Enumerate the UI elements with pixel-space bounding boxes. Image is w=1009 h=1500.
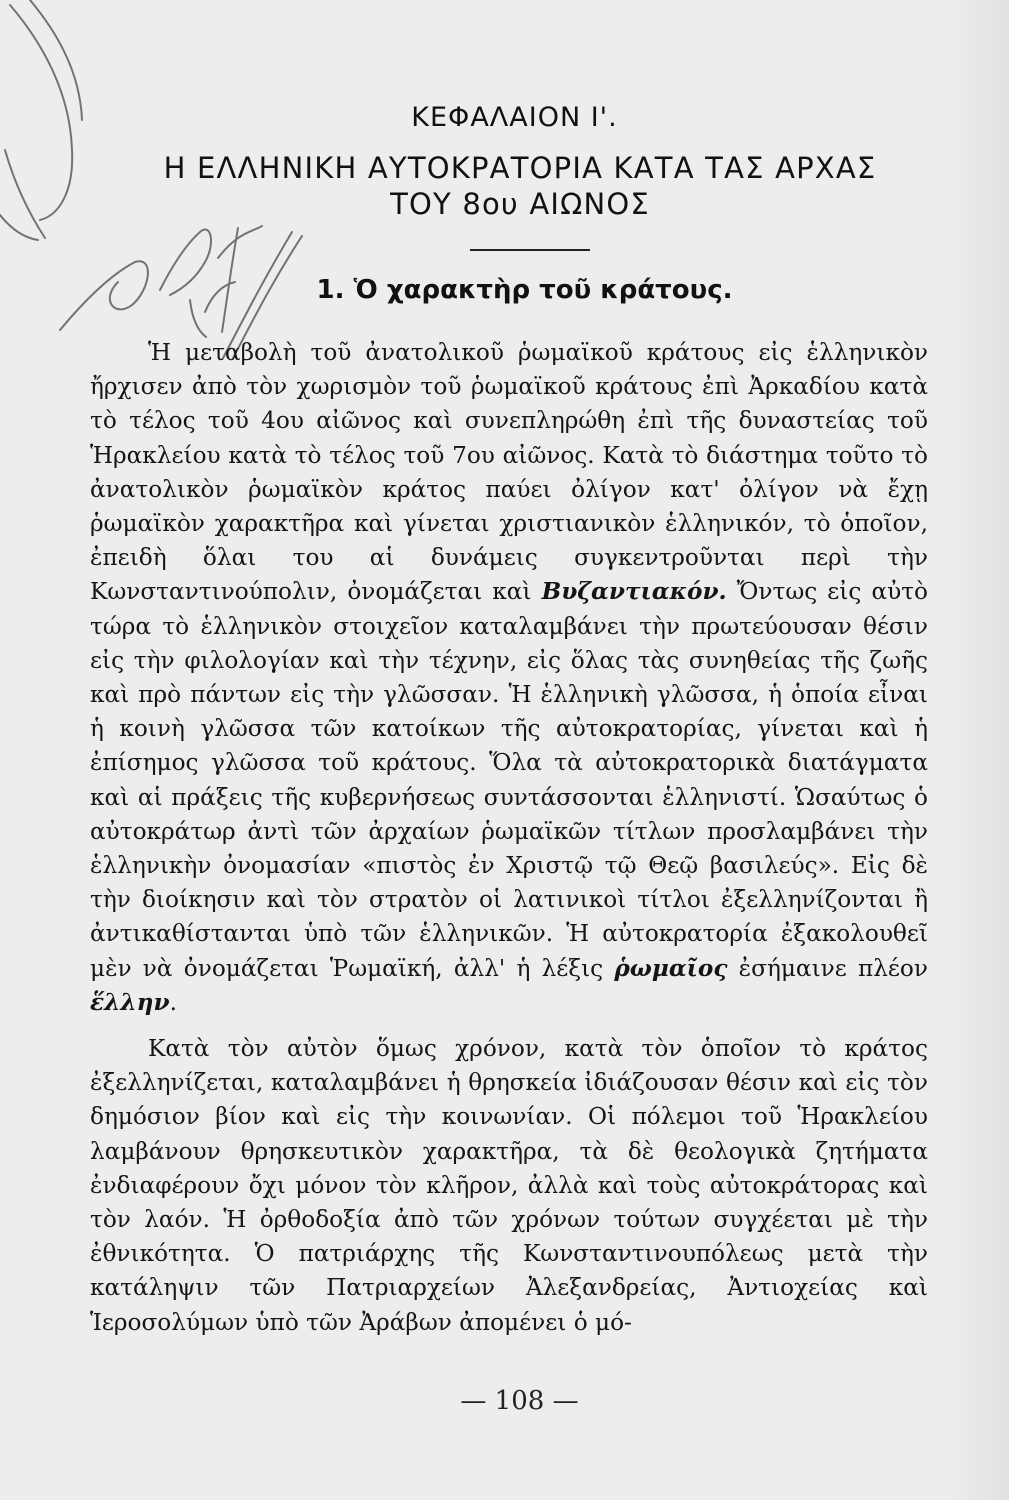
- page-edge-shadow: [949, 0, 1009, 1500]
- paragraph-1-part-d: .: [169, 988, 177, 1016]
- chapter-title-line-1: Η ΕΛΛΗΝΙΚΗ ΑΥΤΟΚΡΑΤΟΡΙΑ ΚΑΤΑ ΤΑΣ ΑΡΧΑΣ: [163, 151, 877, 185]
- emphasis-byzantiakon: Βυζαντιακόν.: [541, 578, 727, 606]
- section-heading: 1. Ὁ χαρακτὴρ τοῦ κράτους.: [316, 275, 733, 305]
- chapter-title-line-2: ΤΟΥ 8ου ΑΙΩΝΟΣ: [390, 187, 650, 221]
- paragraph-1-part-b: Ὄντως εἰς αὐτὸ τώρα τὸ ἑλληνικὸν στοιχεῖον καταλαμβάνει τὴν πρωτεύουσαν θέσιν εἰς τὴν φιλολογίαν καὶ τὴν τέχνην, εἰς ὅλας τὰς συνηθείας τῆς ζωῆς καὶ πρὸ πάντων εἰς τὴν γλῶσσαν. Ἡ ἑλληνικὴ γλῶσσα, ἡ ὁποία εἶναι ἡ κοινὴ γλῶσσα τῶν κατοίκων τῆς αὐτοκρατορίας, γίνεται καὶ ἡ ἐπίσημος γλῶσσα τοῦ κράτους. Ὅλα τὰ αὐτοκρατορικὰ διατάγματα καὶ αἱ πράξεις τῆς κυβερνήσεως συντάσσονται ἑλληνιστί. Ὡσαύτως ὁ αὐτοκράτωρ ἀντὶ τῶν ἀρχαίων ῥωμαϊκῶν τίτλων προσλαμβάνει τὴν ἑλληνικὴν ὀνομασίαν «πιστὸς ἐν Χριστῷ τῷ Θεῷ βασιλεύς». Εἰς δὲ τὴν διοίκησιν καὶ τὸν στρατὸν οἱ λατινικοὶ τίτλοι ἐξελληνίζονται ἢ ἀντικαθίστανται ὑπὸ τῶν ἑλληνικῶν. Ἡ αὐτοκρατορία ἐξακολουθεῖ μὲν νὰ ὀνομάζεται Ῥωμαϊκή, ἀλλ' ἡ λέξις: [90, 578, 928, 982]
- emphasis-ellin: ἕλλην: [90, 988, 170, 1016]
- paragraph-1: [90, 336, 928, 1020]
- title-divider: [470, 249, 590, 251]
- paragraph-1-part-a: Ἡ μεταβολὴ τοῦ ἀνατολικοῦ ῥωμαϊκοῦ κράτους εἰς ἑλληνικὸν ἤρχισεν ἀπὸ τὸν χωρισμὸν τοῦ ῥωμαϊκοῦ κράτους ἐπὶ Ἀρκαδίου κατὰ τὸ τέλος τοῦ 4ου αἰῶνος καὶ συνεπληρώθη ἐπὶ τῆς δυναστείας τοῦ Ἡρακλείου κατὰ τὸ τέλος τοῦ 7ου αἰῶνος. Κατὰ τὸ διάστημα τοῦτο τὸ ἀνατολικὸν ῥωμαϊκὸν κράτος παύει ὀλίγον κατ' ὀλίγον νὰ ἔχῃ ῥωμαϊκὸν χαρακτῆρα καὶ γίνεται χριστιανικὸν ἑλληνικόν, τὸ ὁποῖον, ἐπειδὴ ὅλαι του αἱ δυνάμεις συγκεντροῦνται περὶ τὴν Κωνσταντινούπολιν, ὀνομάζεται καὶ: [90, 339, 928, 606]
- chapter-title: [100, 150, 940, 222]
- paragraph-2: Κατὰ τὸν αὐτὸν ὅμως χρόνον, κατὰ τὸν ὁποῖον τὸ κράτος ἐξελληνίζεται, καταλαμβάνει ἡ θρησκεία ἰδιάζουσαν θέσιν καὶ εἰς τὸν δημόσιον βίον καὶ εἰς τὴν κοινωνίαν. Οἱ πόλεμοι τοῦ Ἡρακλείου λαμβάνουν θρησκευτικὸν χαρακτῆρα, τὰ δὲ θεολογικὰ ζητήματα ἐνδιαφέρουν ὄχι μόνον τὸν κλῆρον, ἀλλὰ καὶ τοὺς αὐτοκράτορας καὶ τὸν λαόν. Ἡ ὀρθοδοξία ἀπὸ τῶν χρόνων τούτων συγχέεται μὲ τὴν ἐθνικότητα. Ὁ πατριάρχης τῆς Κωνσταντινουπόλεως μετὰ τὴν κατάληψιν τῶν Πατριαρχείων Ἀλεξανδρείας, Ἀντιοχείας καὶ Ἱεροσολύμων ὑπὸ τῶν Ἀράβων ἀπομένει ὁ μό-: [90, 1035, 928, 1336]
- chapter-heading: ΚΕΦΑΛΑΙΟΝ Ι'.: [411, 102, 618, 133]
- page-number: — 108 —: [460, 1386, 579, 1416]
- body-text: [90, 336, 928, 1340]
- paragraph-1-part-c: ἐσήμαινε πλέον: [727, 954, 928, 982]
- emphasis-romaios: ῥωμαῖος: [614, 954, 728, 982]
